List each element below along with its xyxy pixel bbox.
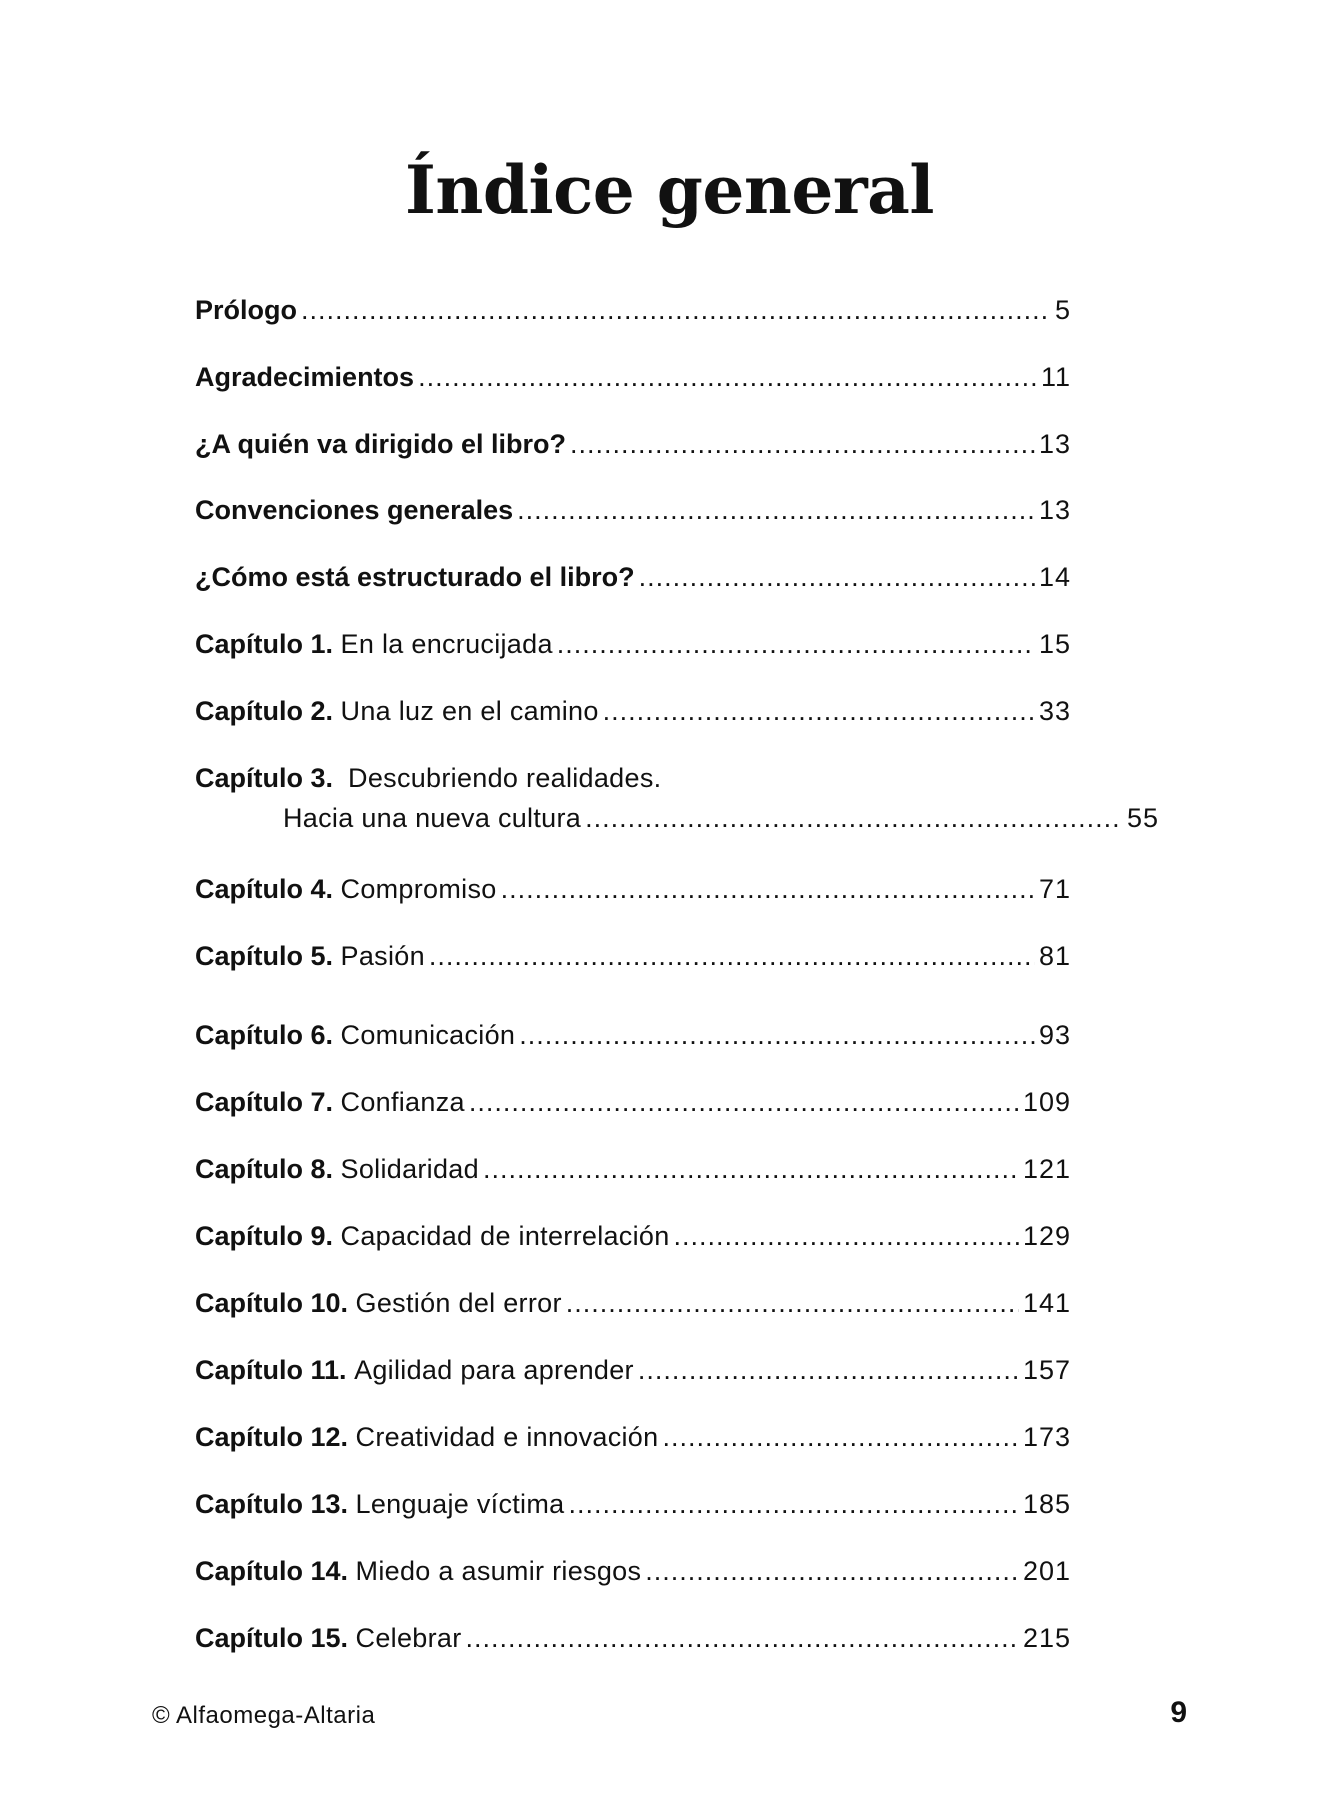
toc-entry-title: Compromiso bbox=[340, 874, 497, 904]
toc-entry-title: Miedo a asumir riesgos bbox=[355, 1556, 642, 1586]
toc-entry-page: 33 bbox=[1038, 696, 1071, 726]
toc-entry-label: Agradecimientos bbox=[195, 362, 415, 392]
toc-entry-label: Capítulo 14. bbox=[195, 1556, 349, 1586]
toc-entry-convenciones-generales[interactable] bbox=[195, 490, 1071, 530]
dot-leader bbox=[674, 1216, 1019, 1256]
toc-entry-label: Capítulo 12. bbox=[195, 1422, 349, 1452]
toc-entry-capitulo-5[interactable] bbox=[195, 936, 1071, 976]
toc-entry-page: 15 bbox=[1038, 629, 1071, 659]
toc-entry-label: Capítulo 13. bbox=[195, 1489, 349, 1519]
toc-entry-label: Capítulo 11. bbox=[195, 1355, 347, 1385]
page-title: Índice general bbox=[405, 151, 934, 229]
toc-entry-label: Prólogo bbox=[195, 295, 297, 325]
toc-entry-capitulo-1[interactable] bbox=[195, 624, 1071, 664]
toc-entry-page: 141 bbox=[1022, 1288, 1071, 1318]
toc-entry-title: Descubriendo realidades. bbox=[348, 763, 662, 793]
toc-entry-page: 121 bbox=[1022, 1154, 1071, 1184]
toc-entry-page: 11 bbox=[1040, 362, 1071, 392]
toc-entry-page: 13 bbox=[1038, 495, 1071, 525]
dot-leader bbox=[645, 1551, 1019, 1591]
toc-entry-page: 109 bbox=[1022, 1087, 1071, 1117]
toc-entry-page: 129 bbox=[1022, 1221, 1071, 1251]
toc-entry-label: Capítulo 3. bbox=[195, 763, 334, 793]
toc-entry-title: Lenguaje víctima bbox=[355, 1489, 565, 1519]
toc-entry-title-continued: Hacia una nueva cultura bbox=[283, 803, 582, 833]
dot-leader bbox=[501, 869, 1035, 909]
toc-entry-capitulo-15[interactable] bbox=[195, 1618, 1071, 1658]
footer-page-number: 9 bbox=[1170, 1696, 1187, 1729]
toc-entry-page: 14 bbox=[1038, 562, 1071, 592]
dot-leader bbox=[519, 1015, 1035, 1055]
toc-entry-page: 173 bbox=[1022, 1422, 1071, 1452]
dot-leader bbox=[418, 357, 1037, 397]
dot-leader bbox=[639, 557, 1035, 597]
toc-entry-label: Capítulo 4. bbox=[195, 874, 334, 904]
toc-entry-label: Capítulo 15. bbox=[195, 1623, 349, 1653]
toc-entry-capitulo-9[interactable] bbox=[195, 1216, 1071, 1256]
toc-entry-page: 201 bbox=[1022, 1556, 1071, 1586]
toc-entry-capitulo-7[interactable] bbox=[195, 1082, 1071, 1122]
toc-entry-capitulo-6[interactable] bbox=[195, 1015, 1071, 1055]
dot-leader bbox=[517, 490, 1035, 530]
dot-leader bbox=[662, 1417, 1019, 1457]
toc-entry-label: ¿Cómo está estructurado el libro? bbox=[195, 562, 635, 592]
dot-leader bbox=[585, 798, 1123, 838]
dot-leader bbox=[301, 290, 1051, 330]
dot-leader bbox=[570, 424, 1035, 464]
toc-entry-label: ¿A quién va dirigido el libro? bbox=[195, 429, 567, 459]
toc-entry-title: Capacidad de interrelación bbox=[340, 1221, 670, 1251]
toc-entry-page: 215 bbox=[1022, 1623, 1071, 1653]
toc-entry-label: Convenciones generales bbox=[195, 495, 514, 525]
footer-copyright: © Alfaomega-Altaria bbox=[152, 1702, 376, 1729]
dot-leader bbox=[557, 624, 1035, 664]
toc-entry-label: Capítulo 2. bbox=[195, 696, 334, 726]
toc-entry-label: Capítulo 7. bbox=[195, 1087, 334, 1117]
dot-leader bbox=[429, 936, 1035, 976]
toc-entry-page: 5 bbox=[1054, 295, 1071, 325]
toc-entry-page: 81 bbox=[1038, 941, 1071, 971]
toc-entry-label: Capítulo 6. bbox=[195, 1020, 334, 1050]
toc-entry-capitulo-12[interactable] bbox=[195, 1417, 1071, 1457]
dot-leader bbox=[466, 1618, 1019, 1658]
toc-entry-label: Capítulo 8. bbox=[195, 1154, 334, 1184]
dot-leader bbox=[603, 691, 1035, 731]
toc-entry-capitulo-2[interactable] bbox=[195, 691, 1071, 731]
toc-entry-title: Celebrar bbox=[355, 1623, 462, 1653]
toc-entry-como-esta-estructurado[interactable] bbox=[195, 557, 1071, 597]
toc-entry-title: Solidaridad bbox=[340, 1154, 479, 1184]
toc-entry-title: Confianza bbox=[340, 1087, 465, 1117]
toc-entry-title: En la encrucijada bbox=[340, 629, 553, 659]
dot-leader bbox=[638, 1350, 1019, 1390]
toc-entry-capitulo-13[interactable] bbox=[195, 1484, 1071, 1524]
toc-entry-title: Gestión del error bbox=[355, 1288, 562, 1318]
toc-entry-label: Capítulo 9. bbox=[195, 1221, 334, 1251]
toc-entry-capitulo-8[interactable] bbox=[195, 1149, 1071, 1189]
toc-entry-title: Creatividad e innovación bbox=[355, 1422, 659, 1452]
toc-entry-title: Una luz en el camino bbox=[340, 696, 599, 726]
dot-leader bbox=[566, 1283, 1019, 1323]
toc-entry-page: 93 bbox=[1038, 1020, 1071, 1050]
toc-entry-capitulo-3[interactable] bbox=[195, 758, 1159, 838]
toc-entry-page: 55 bbox=[1126, 803, 1159, 833]
dot-leader bbox=[483, 1149, 1019, 1189]
toc-entry-agradecimientos[interactable] bbox=[195, 357, 1071, 397]
toc-entry-page: 71 bbox=[1038, 874, 1071, 904]
toc-entry-capitulo-4[interactable] bbox=[195, 869, 1071, 909]
toc-entry-capitulo-14[interactable] bbox=[195, 1551, 1071, 1591]
toc-entry-capitulo-10[interactable] bbox=[195, 1283, 1071, 1323]
toc-entry-label: Capítulo 5. bbox=[195, 941, 334, 971]
toc-entry-title: Comunicación bbox=[340, 1020, 516, 1050]
toc-entry-label: Capítulo 1. bbox=[195, 629, 334, 659]
toc-entry-label: Capítulo 10. bbox=[195, 1288, 349, 1318]
toc-entry-title: Agilidad para aprender bbox=[354, 1355, 634, 1385]
dot-leader bbox=[469, 1082, 1019, 1122]
dot-leader bbox=[568, 1484, 1018, 1524]
toc-entry-page: 185 bbox=[1022, 1489, 1071, 1519]
toc-entry-capitulo-11[interactable] bbox=[195, 1350, 1071, 1390]
toc-entry-page: 13 bbox=[1038, 429, 1071, 459]
toc-entry-a-quien-va-dirigido[interactable] bbox=[195, 424, 1071, 464]
toc-entry-page: 157 bbox=[1022, 1355, 1071, 1385]
toc-entry-title: Pasión bbox=[340, 941, 425, 971]
toc-entry-prologo[interactable] bbox=[195, 290, 1071, 330]
